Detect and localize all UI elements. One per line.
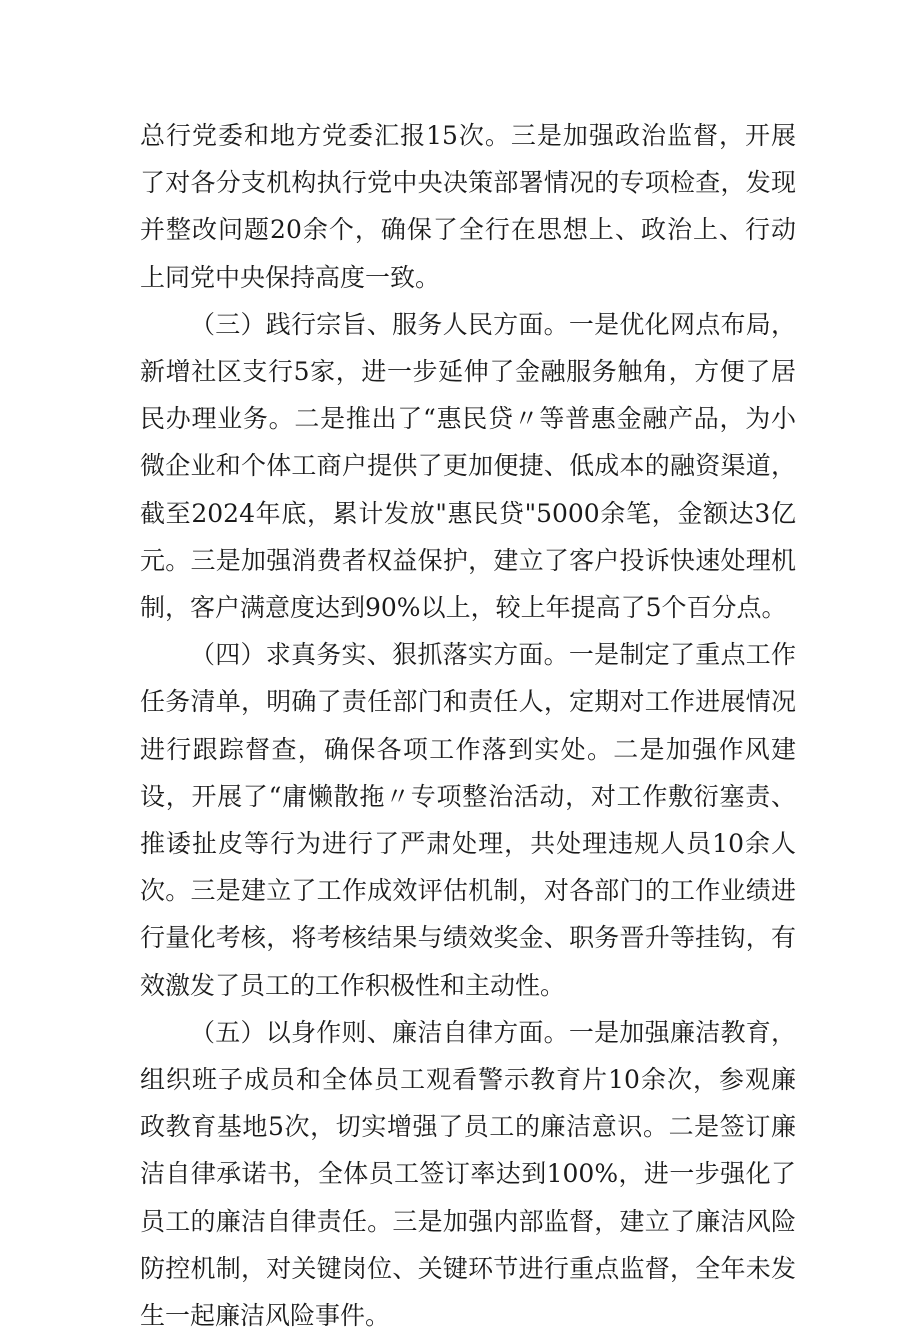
paragraph-section-4: （四）求真务实、狠抓落实方面。一是制定了重点工作任务清单，明确了责任部门和责任人，定期对工作进展情况进行跟踪督查，确保各项工作落到实处。二是加强作风建设，开展了“庸懒散拖〃专项整治活动，对工作敷衍塞责、推诿扯皮等行为进行了严肃处理，共处理违规人员10余人次。三是建立了工作成效评估机制，对各部门的工作业绩进行量化考核，将考核结果与绩效奖金、职务晋升等挂钩，有效激发了员工的工作积极性和主动性。 (140, 640, 796, 1000)
paragraph-continuation: 总行党委和地方党委汇报15次。三是加强政治监督，开展了对各分支机构执行党中央决策部署情况的专项检查，发现并整改问题20余个，确保了全行在思想上、政治上、行动上同党中央保持高度一致。 (140, 121, 796, 292)
paragraph-section-5: （五）以身作则、廉洁自律方面。一是加强廉洁教育，组织班子成员和全体员工观看警示教育片10余次，参观廉政教育基地5次，切实增强了员工的廉洁意识。二是签订廉洁自律承诺书，全体员工签订率达到100%，进一步强化了员工的廉洁自律责任。三是加强内部监督，建立了廉洁风险防控机制，对关键岗位、关键环节进行重点监督，全年未发生一起廉洁风险事件。 (140, 1017, 796, 1331)
document-body (140, 112, 796, 1339)
paragraph-section-3: （三）践行宗旨、服务人民方面。一是优化网点布局，新增社区支行5家，进一步延伸了金融服务触角，方便了居民办理业务。二是推出了“惠民贷〃等普惠金融产品，为小微企业和个体工商户提供了更加便捷、低成本的融资渠道，截至2024年底，累计发放"惠民贷"5000余笔，金额达3亿元。三是加强消费者权益保护，建立了客户投诉快速处理机制，客户满意度达到90%以上，较上年提高了5个百分点。 (140, 309, 796, 623)
